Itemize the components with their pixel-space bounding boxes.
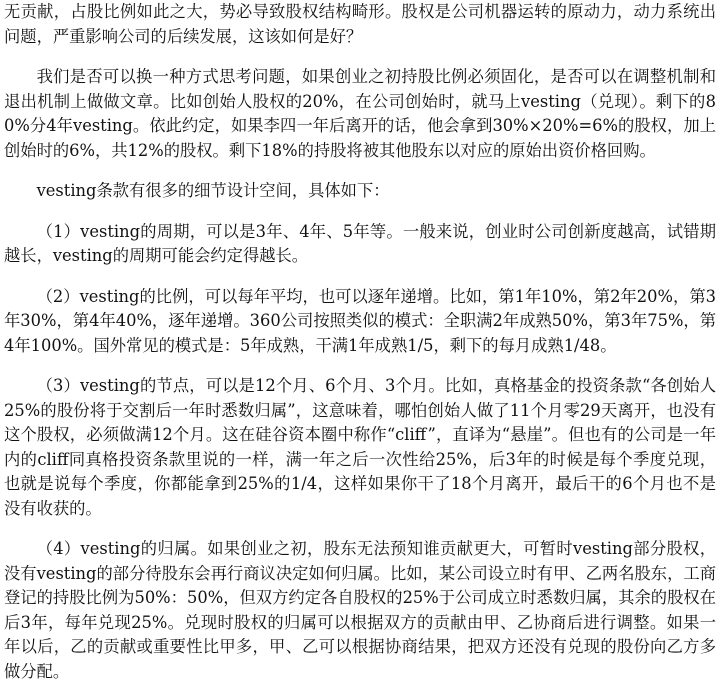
paragraph-vesting-intro: vesting条款有很多的细节设计空间，具体如下：: [36, 181, 390, 200]
document-body: [4, 0, 716, 684]
paragraph-vesting-ratio: （2）vesting的比例，可以每年平均，也可以逐年递增。比如，第1年10%，第2年20%，第3年30%，第4年40%，逐年递增。360公司按照类似的模式：全职满2年成熟50%，第3年75%，第4年100%。国外常见的模式是：5年成熟，干满1年成熟1/5，剩下的每月成熟1/48。: [4, 286, 716, 355]
paragraph-vesting-ownership: （4）vesting的归属。如果创业之初，股东无法预知谁贡献更大，可暂时vesting部分股权，没有vesting的部分待股东会再行商议决定如何归属。比如，某公司设立时有甲、乙两名股东，工商登记的持股比例为50%：50%，但双方约定各自股权的25%于公司成立时悉数归属，其余的股权在后3年，每年兑现25%。兑现时股权的归属可以根据双方的贡献由甲、乙协商后进行调整。如果一年以后，乙的贡献或重要性比甲多，甲、乙可以根据协商结果，把双方还没有兑现的股份向乙方多做分配。: [4, 539, 716, 681]
paragraph-vesting-proposal: 我们是否可以换一种方式思考问题，如果创业之初持股比例必须固化，是否可以在调整机制和退出机制上做做文章。比如创始人股权的20%，在公司创始时，就马上vesting（兑现）。剩下的80%分4年vesting。依此约定，如果李四一年后离开的话，他会拿到30%×20%=6%的股权，加上创始时的6%，共12%的股权。剩下18%的持股将被其他股东以对应的原始出资价格回购。: [4, 67, 716, 160]
paragraph-vesting-cliff: （3）vesting的节点，可以是12个月、6个月、3个月。比如，真格基金的投资条款“各创始人25%的股份将于交割后一年时悉数归属”，这意味着，哪怕创始人做了11个月零29天离开，也没有这个股权，必须做满12个月。这在硅谷资本圈中称作“cliff”，直译为“悬崖”。但也有的公司是一年内的cliff同真格投资条款里说的一样，满一年之后一次性给25%，后3年的时候是每个季度兑现，也就是说每个季度，你都能拿到25%的1/4，这样如果你干了18个月离开，最后干的6个月也不是没有收获的。: [4, 376, 716, 518]
paragraph-continuation: 无贡献，占股比例如此之大，势必导致股权结构畸形。股权是公司机器运转的原动力，动力系统出问题，严重影响公司的后续发展，这该如何是好？: [4, 2, 716, 46]
paragraph-vesting-period: （1）vesting的周期，可以是3年、4年、5年等。一般来说，创业时公司创新度越高，试错期越长，vesting的周期可能会约定得越长。: [4, 221, 716, 265]
